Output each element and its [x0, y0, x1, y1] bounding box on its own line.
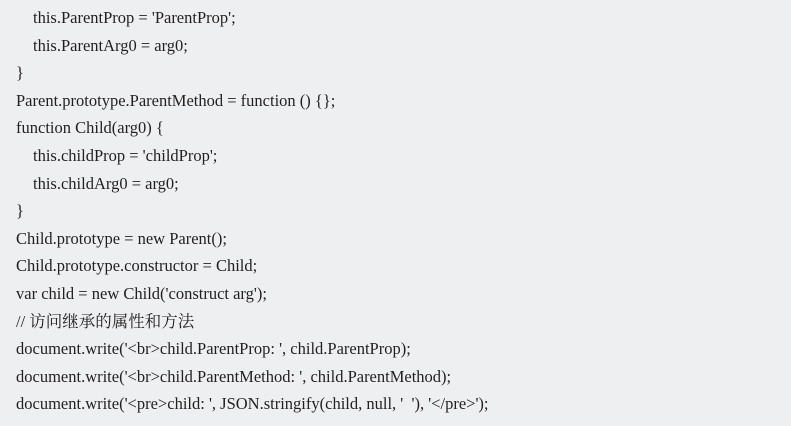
code-line: this.ParentProp = 'ParentProp'; [33, 8, 236, 27]
code-line: } [16, 201, 24, 221]
code-line: } [16, 63, 24, 83]
code-line: document.write('<br>child.ParentProp: ', child.ParentProp); [16, 339, 411, 359]
code-comment-line: // 访问继承的属性和方法 [16, 311, 195, 331]
code-line: Child.prototype = new Parent(); [16, 228, 227, 248]
code-line: document.write('<pre>child: ', JSON.stringify(child, null, ' '), '</pre>'); [16, 394, 489, 414]
code-line: var child = new Child('construct arg'); [16, 283, 267, 303]
code-line: this.childProp = 'childProp'; [33, 145, 218, 165]
code-line: Parent.prototype.ParentMethod = function () {}; [16, 90, 336, 110]
code-line: document.write('<br>child.ParentMethod: ', child.ParentMethod); [16, 366, 452, 386]
code-line: function Child(arg0) { [16, 118, 164, 138]
code-line: this.childArg0 = arg0; [33, 173, 179, 193]
code-line: this.ParentArg0 = arg0; [33, 35, 188, 55]
code-line: Child.prototype.constructor = Child; [16, 256, 258, 276]
